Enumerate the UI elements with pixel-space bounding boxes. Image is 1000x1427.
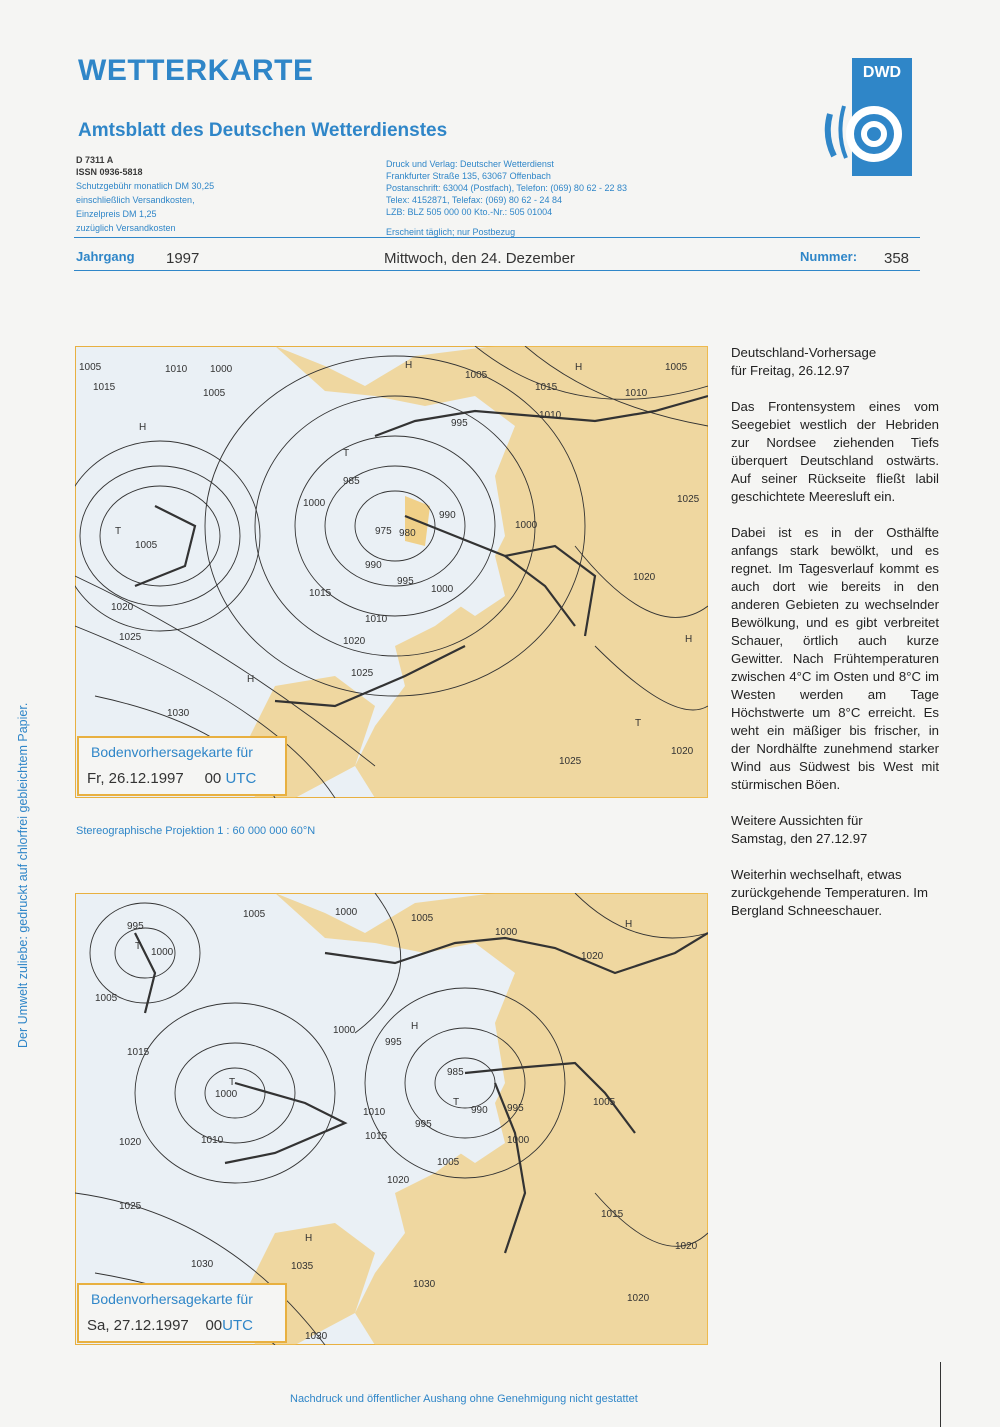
pressure-label: 995 — [385, 1037, 402, 1048]
pressure-label: 1030 — [191, 1259, 214, 1270]
publication-code: D 7311 A — [76, 155, 114, 165]
binding-mark — [940, 1362, 941, 1427]
pressure-label: 1005 — [665, 362, 688, 373]
jahrgang-label: Jahrgang — [76, 249, 135, 264]
pressure-label: 995 — [451, 418, 468, 429]
fee-line: Einzelpreis DM 1,25 — [76, 209, 157, 219]
pressure-label: 1025 — [119, 1201, 142, 1212]
pressure-label: 995 — [127, 921, 144, 932]
pressure-label: 1005 — [79, 362, 102, 373]
pressure-label: H — [139, 422, 147, 433]
pressure-label: 995 — [397, 576, 414, 587]
publisher-line: Frankfurter Straße 135, 63067 Offenbach — [386, 171, 551, 181]
copyright-note: Nachdruck und öffentlicher Aushang ohne Genehmigung nicht gestattet — [290, 1393, 638, 1405]
nummer-label: Nummer: — [800, 249, 858, 264]
forecast-paragraph: Das Frontensystem eines vom Seegebiet westlich der Hebriden zur Nordsee ziehenden Tiefs überquert Deutschland ostwärts. Auf seiner Rückseite fließt labil geschichtete Meeresluft ein. — [731, 399, 939, 504]
pressure-label: 990 — [471, 1105, 488, 1116]
pressure-label: 1000 — [335, 907, 358, 918]
pressure-label: 1000 — [303, 498, 326, 509]
pressure-label: 1035 — [291, 1261, 314, 1272]
date-divider — [74, 270, 920, 271]
pressure-label: 1020 — [671, 746, 694, 757]
fee-line: Schutzgebühr monatlich DM 30,25 — [76, 181, 215, 191]
pressure-label: 1000 — [333, 1025, 356, 1036]
pressure-label: 1000 — [495, 927, 518, 938]
forecast-paragraph: Dabei ist es in der Osthälfte anfangs stark bewölkt, und es regnet. Im Tagesverlauf kommt es auch dort wie bereits in den anderen Gebieten zu wechselnder Bewölkung, und es gibt verbreitet Schauer, örtlich auch kurze Gewitter. Nach Frühtemperaturen zwischen 4°C im Osten und 8°C im Westen werden am Tage Höchstwerte um 8°C erreicht. Es weht ein mäßiger bis frischer, in der Nordhälfte zunehmend starker Wind aus Südwest bis West mit stürmischen Böen. — [731, 525, 939, 792]
pressure-label: T — [229, 1077, 236, 1088]
pressure-label: H — [405, 360, 413, 371]
map-caption — [77, 736, 287, 796]
pressure-label: 1005 — [95, 993, 118, 1004]
pressure-label: 1015 — [601, 1209, 624, 1220]
pressure-label: 995 — [507, 1103, 524, 1114]
pressure-label: 1015 — [365, 1131, 388, 1142]
pressure-label: 1020 — [581, 951, 604, 962]
pressure-label: 1000 — [215, 1089, 238, 1100]
pressure-label: 1025 — [559, 756, 582, 767]
pressure-label: 1010 — [363, 1107, 386, 1118]
pressure-label: 1005 — [593, 1097, 616, 1108]
weather-map-saturday — [75, 893, 708, 1345]
fee-line: zuzüglich Versandkosten — [76, 223, 176, 233]
pressure-label: 985 — [343, 476, 360, 487]
pressure-label: 1010 — [625, 388, 648, 399]
map-canvas — [75, 346, 708, 798]
pressure-label: 1015 — [535, 382, 558, 393]
pressure-label: H — [575, 362, 583, 373]
caption-title: Bodenvorhersagekarte für — [91, 744, 253, 760]
fee-line: einschließlich Versandkosten, — [76, 195, 195, 205]
forecast-heading: Deutschland-Vorhersage für Freitag, 26.12.97 — [731, 345, 877, 378]
pressure-label: 1000 — [507, 1135, 530, 1146]
pressure-label: T — [343, 448, 350, 459]
pressure-label: 1025 — [119, 632, 142, 643]
pressure-label: 1030 — [305, 1331, 328, 1342]
pressure-label: 1005 — [437, 1157, 460, 1168]
projection-note: Stereographische Projektion 1 : 60 000 000 60°N — [76, 825, 316, 837]
caption-title: Bodenvorhersagekarte für — [91, 1291, 253, 1307]
pressure-label: H — [305, 1233, 313, 1244]
pressure-label: 1025 — [351, 668, 374, 679]
pressure-label: 1020 — [111, 602, 134, 613]
header-divider — [74, 237, 920, 238]
pressure-label: H — [625, 919, 633, 930]
logo-text: DWD — [862, 64, 902, 81]
caption-date: Sa, 27.12.1997 00UTC — [87, 1317, 253, 1334]
recycled-paper-note: Der Umwelt zuliebe: gedruckt auf chlorfrei gebleichtem Papier. — [16, 702, 30, 1048]
pressure-label: 1010 — [165, 364, 188, 375]
pressure-label: 1015 — [309, 588, 332, 599]
dwd-logo — [822, 58, 914, 176]
weather-map-friday — [75, 346, 708, 798]
pressure-label: 985 — [447, 1067, 464, 1078]
pressure-label: 1005 — [411, 913, 434, 924]
pressure-label: 980 — [399, 528, 416, 539]
pressure-label: 990 — [365, 560, 382, 571]
pressure-label: 1020 — [387, 1175, 410, 1186]
issn: ISSN 0936-5818 — [76, 167, 143, 177]
pressure-label: T — [453, 1097, 460, 1108]
pressure-label: 1005 — [465, 370, 488, 381]
pressure-label: 1000 — [151, 947, 174, 958]
pressure-label: 1015 — [93, 382, 116, 393]
pressure-label: 1015 — [127, 1047, 150, 1058]
issue-date: Mittwoch, den 24. Dezember — [384, 250, 575, 267]
pressure-label: H — [685, 634, 693, 645]
frequency-note: Erscheint täglich; nur Postbezug — [386, 227, 516, 237]
publisher-line: Postanschrift: 63004 (Postfach), Telefon: (069) 80 62 - 22 83 — [386, 183, 627, 193]
forecast-column — [731, 344, 939, 938]
pressure-label: 1020 — [343, 636, 366, 647]
page-title: WETTERKARTE — [78, 54, 314, 87]
nummer-value: 358 — [884, 250, 910, 267]
pressure-label: 990 — [439, 510, 456, 521]
publisher-line: LZB: BLZ 505 000 00 Kto.-Nr.: 505 01004 — [386, 207, 553, 217]
pressure-label: 1010 — [539, 410, 562, 421]
pressure-label: H — [411, 1021, 419, 1032]
pressure-label: 1000 — [431, 584, 454, 595]
pressure-label: T — [115, 526, 122, 537]
pressure-label: 1020 — [627, 1293, 650, 1304]
pressure-label: 1020 — [675, 1241, 698, 1252]
pressure-label: 975 — [375, 526, 392, 537]
pressure-label: 1020 — [633, 572, 656, 583]
pressure-label: 1010 — [365, 614, 388, 625]
page-subtitle: Amtsblatt des Deutschen Wetterdienstes — [78, 120, 448, 141]
pressure-label: 1000 — [210, 364, 233, 375]
pressure-label: H — [247, 674, 255, 685]
publisher-line: Druck und Verlag: Deutscher Wetterdienst — [386, 159, 554, 169]
pressure-label: 1005 — [243, 909, 266, 920]
map-canvas — [75, 893, 708, 1345]
pressure-label: 1030 — [413, 1279, 436, 1290]
pressure-label: 1000 — [515, 520, 538, 531]
pressure-label: T — [135, 941, 142, 952]
pressure-label: 995 — [415, 1119, 432, 1130]
pressure-label: 1020 — [119, 1137, 142, 1148]
pressure-label: 1005 — [135, 540, 158, 551]
caption-date: Fr, 26.12.1997 00 UTC — [87, 770, 257, 787]
pressure-label: 1030 — [167, 708, 190, 719]
outlook-text: Weiterhin wechselhaft, etwas zurückgehende Temperaturen. Im Bergland Schneeschauer. — [731, 867, 928, 918]
publisher-line: Telex: 4152871, Telefax: (069) 80 62 - 24 84 — [386, 195, 562, 205]
jahrgang-value: 1997 — [166, 250, 200, 267]
pressure-label: 1025 — [677, 494, 700, 505]
issue-info — [76, 154, 316, 234]
pressure-label: 1010 — [201, 1135, 224, 1146]
pressure-label: T — [635, 718, 642, 729]
map-caption — [77, 1283, 287, 1343]
outlook-heading: Weitere Aussichten für Samstag, den 27.12.97 — [731, 813, 868, 846]
pressure-label: 1005 — [203, 388, 226, 399]
publisher-info — [386, 158, 716, 238]
